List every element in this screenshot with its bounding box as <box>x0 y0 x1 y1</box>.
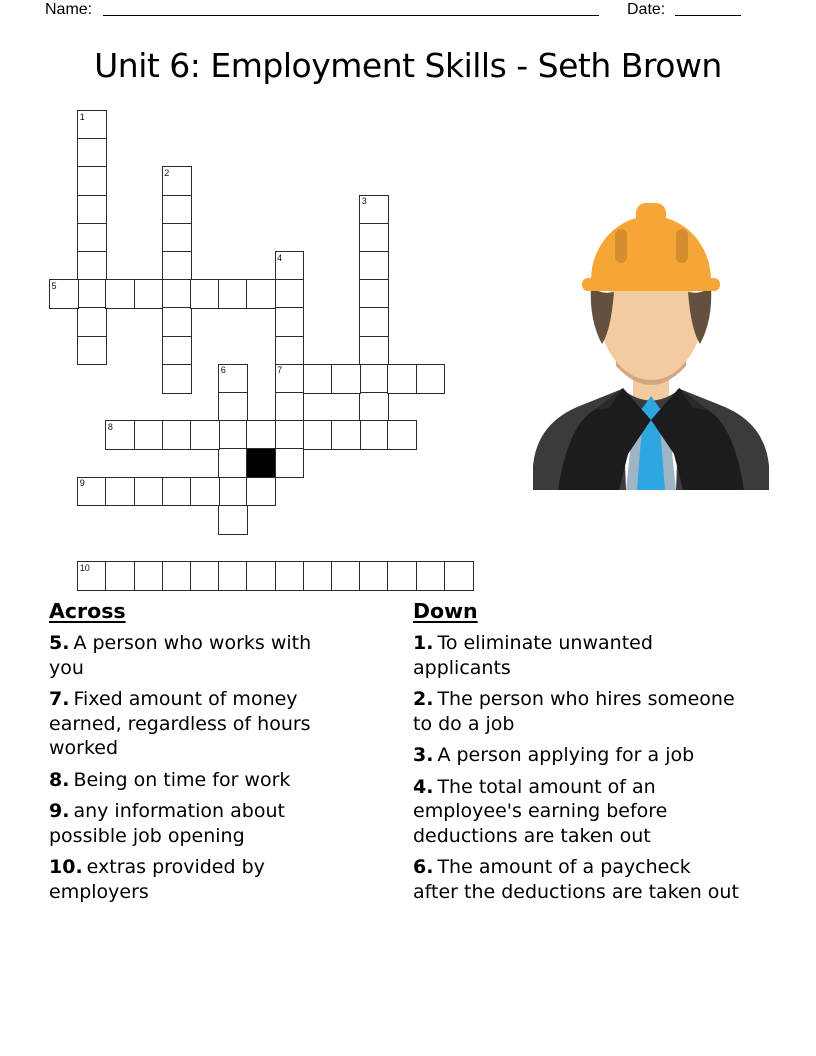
grid-cell <box>134 279 164 309</box>
grid-cell <box>190 279 220 309</box>
cell-number: 10 <box>79 562 90 573</box>
clue-across-7 <box>49 687 351 761</box>
grid-cell <box>275 307 305 337</box>
grid-cell <box>387 420 417 450</box>
clue-number: 7. <box>49 688 70 710</box>
down-clues <box>413 598 739 911</box>
clue-down-4 <box>413 775 739 849</box>
construction-worker-icon <box>530 200 772 490</box>
grid-cell <box>218 448 248 478</box>
grid-cell <box>218 477 248 507</box>
clue-text: any information about possible job opening <box>49 800 285 847</box>
clue-number: 10. <box>49 856 83 878</box>
clue-text: The total amount of an employee's earning before deductions are taken out <box>413 775 668 847</box>
clue-across-5 <box>49 631 351 680</box>
grid-cell <box>416 561 446 591</box>
grid-cell <box>275 251 305 281</box>
grid-cell <box>359 561 389 591</box>
cell-number: 3 <box>361 196 367 207</box>
clue-text: The person who hires someone to do a job <box>413 688 735 735</box>
clue-text: The amount of a paycheck after the deductions are taken out <box>413 856 739 903</box>
grid-cell <box>218 505 248 535</box>
clue-text: extras provided by employers <box>49 856 265 903</box>
grid-cell <box>387 364 417 394</box>
hard-hat-icon <box>582 203 720 291</box>
grid-cell <box>359 392 389 422</box>
down-heading: Down <box>413 599 478 623</box>
grid-cell <box>359 223 389 253</box>
grid-cell <box>162 420 192 450</box>
grid-cell <box>162 223 192 253</box>
grid-cell <box>162 251 192 281</box>
grid-cell <box>275 364 305 394</box>
grid-cell <box>162 279 192 309</box>
grid-cell <box>134 420 164 450</box>
page-title: Unit 6: Employment Skills - Seth Brown <box>94 46 722 85</box>
grid-cell <box>246 279 276 309</box>
clue-number: 1. <box>413 632 434 654</box>
grid-cell <box>49 279 79 309</box>
clue-number: 8. <box>49 768 70 791</box>
clue-number: 5. <box>49 632 70 654</box>
across-heading: Across <box>49 599 126 623</box>
cell-number: 6 <box>220 365 226 376</box>
grid-cell <box>162 364 192 394</box>
grid-cell <box>275 561 305 591</box>
grid-cell <box>162 336 192 366</box>
grid-cell <box>77 561 107 591</box>
clue-down-6 <box>413 855 739 904</box>
grid-cell <box>359 336 389 366</box>
grid-cell <box>303 420 333 450</box>
grid-cell <box>275 336 305 366</box>
name-fill-line <box>103 0 599 16</box>
grid-cell <box>218 420 248 450</box>
clue-number: 2. <box>413 688 434 710</box>
grid-cell <box>162 195 192 225</box>
grid-cell <box>303 561 333 591</box>
cell-number: 9 <box>79 478 85 489</box>
cell-number: 2 <box>164 167 170 178</box>
grid-cell <box>331 420 361 450</box>
cell-number: 1 <box>79 111 85 122</box>
clue-text: To eliminate unwanted applicants <box>413 632 653 679</box>
clue-down-3 <box>413 743 739 768</box>
grid-cell <box>162 477 192 507</box>
grid-cell <box>218 364 248 394</box>
grid-cell <box>275 448 305 478</box>
across-clues <box>49 598 351 911</box>
clue-across-8 <box>49 768 351 793</box>
grid-cell <box>190 477 220 507</box>
grid-cell <box>246 420 276 450</box>
date-label: Date: <box>627 1 666 18</box>
clue-number: 9. <box>49 800 70 822</box>
grid-cell <box>218 279 248 309</box>
grid-cell <box>331 561 361 591</box>
cell-number: 4 <box>277 252 283 263</box>
grid-cell <box>331 364 361 394</box>
grid-cell <box>77 110 107 140</box>
grid-cell <box>105 561 135 591</box>
grid-cell <box>444 561 474 591</box>
clue-text: A person applying for a job <box>437 744 695 766</box>
cell-number: 8 <box>107 421 113 432</box>
clue-number: 4. <box>413 775 434 798</box>
grid-cell <box>218 561 248 591</box>
worker-illustration <box>530 200 772 490</box>
grid-cell <box>77 336 107 366</box>
grid-cell <box>359 251 389 281</box>
clue-across-10 <box>49 855 351 904</box>
grid-cell <box>275 420 305 450</box>
clue-number: 6. <box>413 856 434 878</box>
grid-cell <box>77 477 107 507</box>
grid-cell <box>77 251 107 281</box>
grid-cell <box>218 392 248 422</box>
clue-down-1 <box>413 631 739 680</box>
suit <box>533 386 769 490</box>
date-fill-line <box>675 0 741 16</box>
grid-cell <box>387 561 417 591</box>
grid-cell <box>162 561 192 591</box>
grid-cell <box>275 392 305 422</box>
grid-cell <box>246 561 276 591</box>
grid-cell <box>77 279 107 309</box>
clue-down-2 <box>413 687 739 736</box>
grid-cell <box>77 138 107 168</box>
grid-cell <box>359 279 389 309</box>
cell-number: 7 <box>277 365 283 376</box>
grid-cell <box>162 307 192 337</box>
grid-cell <box>190 420 220 450</box>
grid-cell <box>105 477 135 507</box>
grid-cell <box>134 561 164 591</box>
clue-text: A person who works with you <box>49 632 312 679</box>
grid-cell <box>359 195 389 225</box>
grid-cell <box>77 166 107 196</box>
grid-cell <box>416 364 446 394</box>
clue-text: Being on time for work <box>73 768 291 791</box>
grid-cell <box>105 420 135 450</box>
grid-cell <box>105 279 135 309</box>
grid-cell <box>359 420 389 450</box>
grid-cell <box>77 307 107 337</box>
face <box>599 283 703 380</box>
clue-number: 3. <box>413 744 434 766</box>
clue-text: Fixed amount of money earned, regardless of hours worked <box>49 688 311 759</box>
grid-cell <box>275 279 305 309</box>
grid-cell <box>303 364 333 394</box>
grid-cell <box>246 477 276 507</box>
grid-cell <box>359 364 389 394</box>
grid-cell <box>77 223 107 253</box>
grid-cell <box>77 195 107 225</box>
cell-number: 5 <box>51 280 57 291</box>
name-label: Name: <box>45 1 93 18</box>
grid-cell <box>359 307 389 337</box>
grid-cell <box>134 477 164 507</box>
grid-cell <box>190 561 220 591</box>
clue-across-9 <box>49 799 351 848</box>
black-cell <box>246 448 276 478</box>
grid-cell <box>162 166 192 196</box>
